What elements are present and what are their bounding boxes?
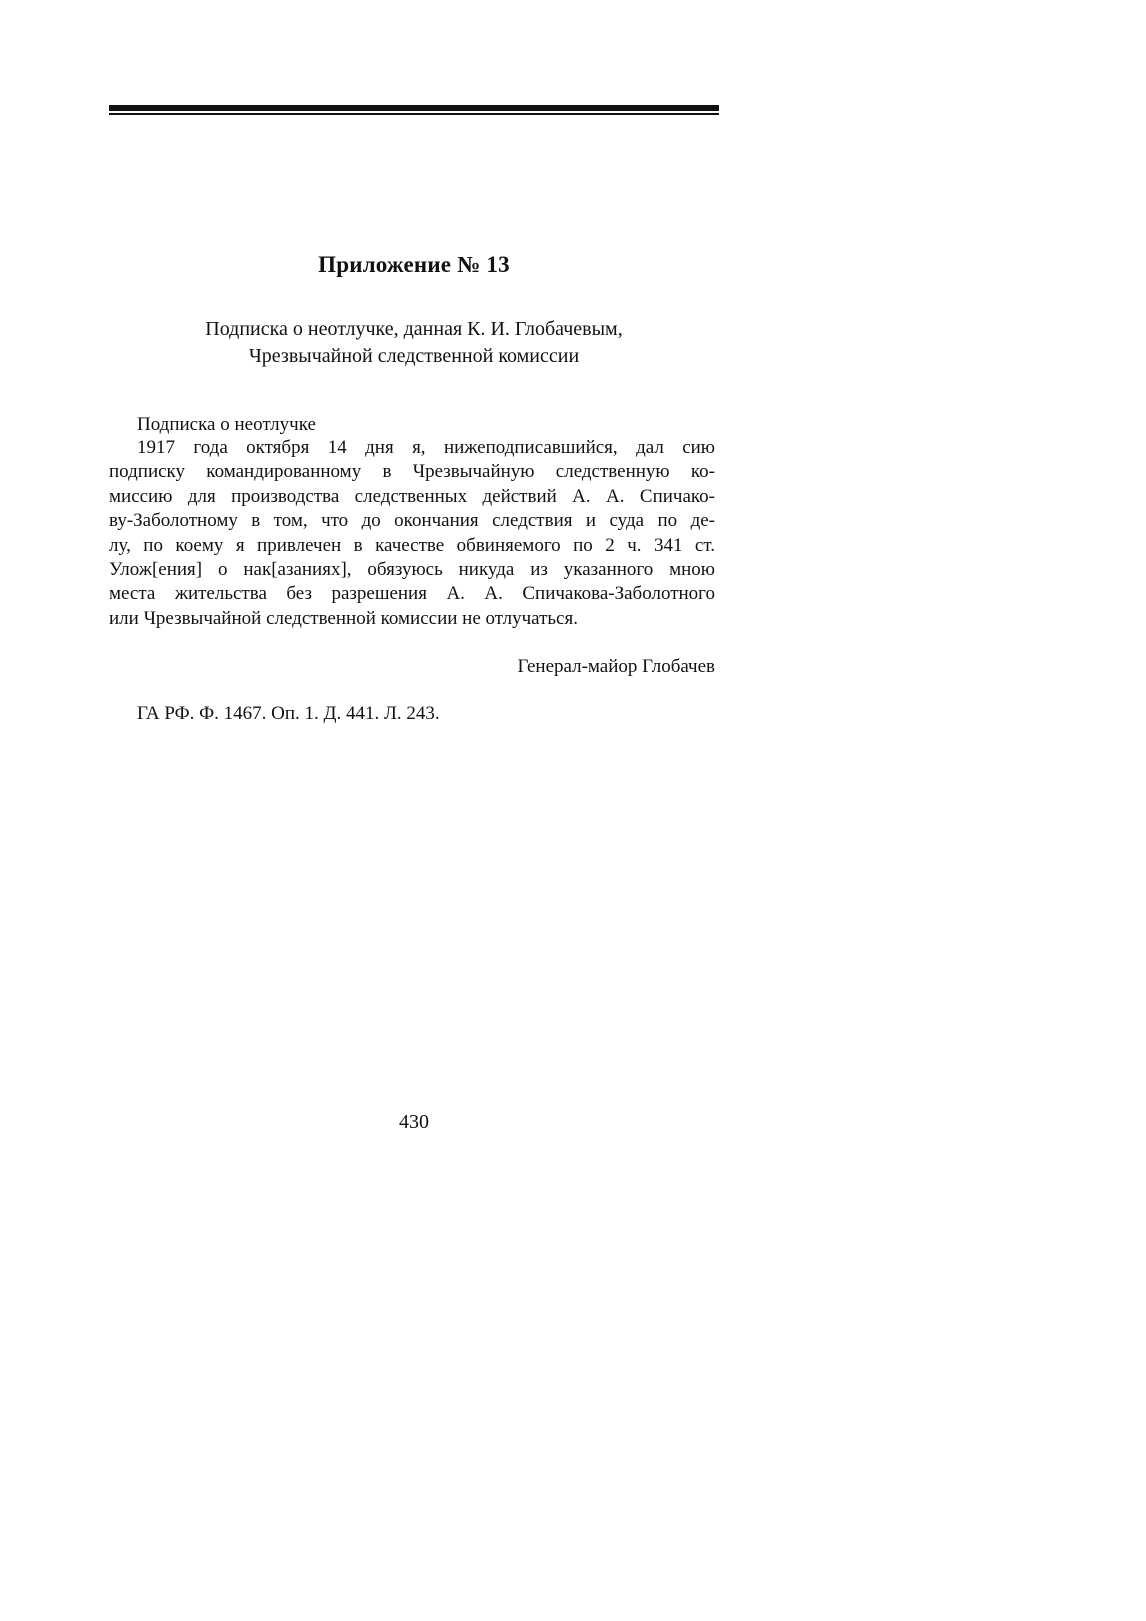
body-line: или Чрезвычайной следственной комиссии не отлучаться. xyxy=(109,607,578,629)
page-number: 430 xyxy=(399,1111,429,1133)
body-line: ву-Заболотному в том, что до окончания следствия и суда по де- xyxy=(109,510,715,532)
document-heading: Подписка о неотлучке xyxy=(137,414,316,435)
archive-reference: ГА РФ. Ф. 1467. Оп. 1. Д. 441. Л. 243. xyxy=(137,703,440,724)
document-caption xyxy=(109,316,719,370)
appendix-title: Приложение № 13 xyxy=(318,252,510,277)
caption-line-1: Подписка о неотлучке, данная К. И. Глобачевым, xyxy=(205,318,623,340)
body-line: подписку командированному в Чрезвычайную следственную ко- xyxy=(109,461,715,483)
header-rule-thin xyxy=(109,113,719,115)
caption-line-2: Чрезвычайной следственной комиссии xyxy=(248,345,580,367)
body-line: 1917 года октября 14 дня я, нижеподписавшийся, дал сию xyxy=(137,437,715,458)
signature: Генерал-майор Глобачев xyxy=(517,656,715,677)
body-line: миссию для производства следственных действий А. А. Спичако- xyxy=(109,485,715,507)
body-line: Улож[ения] о нак[азаниях], обязуюсь никуда из указанного мною xyxy=(109,559,715,581)
body-line: места жительства без разрешения А. А. Спичакова-Заболотного xyxy=(109,583,715,605)
document-body xyxy=(109,436,715,631)
header-rule-thick xyxy=(109,105,719,111)
body-line: лу, по коему я привлечен в качестве обвиняемого по 2 ч. 341 ст. xyxy=(109,534,715,556)
